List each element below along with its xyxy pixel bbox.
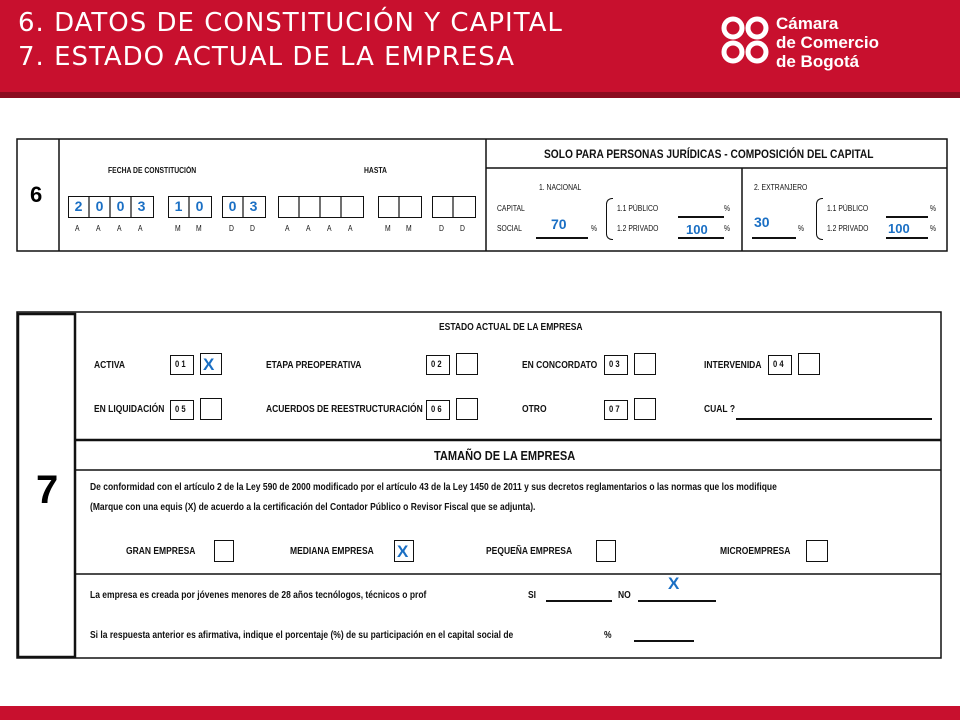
extranjero-privado-line	[886, 237, 928, 239]
date-letter: A	[306, 224, 311, 233]
cual-field[interactable]	[736, 418, 932, 420]
extranjero-privado-label: 1.2 PRIVADO	[827, 224, 869, 233]
date-digit: 3	[249, 198, 258, 214]
etapa-label: ETAPA PREOPERATIVA	[266, 360, 362, 371]
date-letter: D	[439, 224, 444, 233]
si-field[interactable]	[546, 600, 612, 602]
section-7	[16, 310, 942, 660]
jovenes-question: La empresa es creada por jóvenes menores de 28 años tecnólogos, técnicos o prof	[90, 590, 427, 601]
nacional-value[interactable]: 70	[551, 216, 567, 232]
extranjero-line	[752, 237, 796, 239]
extranjero-publico-line[interactable]	[886, 216, 928, 218]
extranjero-value[interactable]: 30	[754, 214, 770, 230]
title-line-2: 7. ESTADO ACTUAL DE LA EMPRESA	[18, 42, 515, 72]
date-letter: A	[285, 224, 290, 233]
section-7-number: 7	[36, 468, 59, 512]
intervenida-code	[768, 355, 792, 375]
logo-text: Cámara de Comercio de Bogotá	[776, 14, 879, 71]
percent-sign: %	[930, 204, 937, 213]
date-digit: 3	[137, 198, 146, 214]
gran-empresa-label: GRAN EMPRESA	[126, 546, 196, 557]
liquidacion-code	[170, 400, 194, 420]
date-digit: 0	[228, 198, 237, 214]
liquidacion-checkbox[interactable]	[200, 398, 222, 420]
section-6	[16, 138, 948, 252]
date-letter: A	[75, 224, 80, 233]
cual-label: CUAL ?	[704, 404, 736, 415]
date-letter: D	[229, 224, 234, 233]
date-letter: M	[196, 224, 202, 233]
chamber-logo-icon	[720, 14, 772, 66]
percent-sign: %	[798, 224, 805, 233]
nacional-privado-label: 1.2 PRIVADO	[617, 224, 659, 233]
fecha-constitucion-label: FECHA DE CONSTITUCIÓN	[108, 166, 197, 175]
etapa-checkbox[interactable]	[456, 353, 478, 375]
header-band	[0, 92, 960, 98]
estado-title: ESTADO ACTUAL DE LA EMPRESA	[439, 322, 583, 333]
no-mark: X	[668, 574, 680, 593]
concordato-label: EN CONCORDATO	[522, 360, 598, 371]
date-letter: M	[385, 224, 391, 233]
extranjero-label: 2. EXTRANJERO	[754, 183, 808, 192]
date-digit: 2	[74, 198, 83, 214]
extranjero-bracket	[816, 198, 823, 240]
microempresa-label: MICROEMPRESA	[720, 546, 791, 557]
date-letter: A	[138, 224, 143, 233]
nacional-line	[536, 237, 588, 239]
microempresa-checkbox[interactable]	[806, 540, 828, 562]
percent-sign: %	[591, 224, 598, 233]
tamano-title: TAMAÑO DE LA EMPRESA	[434, 448, 576, 463]
nacional-label: 1. NACIONAL	[539, 183, 582, 192]
porcentaje-question: Si la respuesta anterior es afirmativa, indique el porcentaje (%) de su participación en el capital social de	[90, 630, 514, 641]
date-digit: 1	[174, 198, 183, 214]
pequena-empresa-label: PEQUEÑA EMPRESA	[486, 546, 573, 557]
code-text: 0 2	[431, 359, 442, 369]
nacional-publico-label: 1.1 PÚBLICO	[617, 204, 659, 213]
capital-label: CAPITAL	[497, 204, 525, 213]
si-label: SI	[528, 590, 537, 601]
date-digit: 0	[116, 198, 125, 214]
code-text: 0 5	[175, 404, 186, 414]
mediana-mark: X	[397, 542, 409, 561]
date-letter: M	[406, 224, 412, 233]
nacional-bracket	[606, 198, 613, 240]
code-text: 0 7	[609, 404, 620, 414]
code-text: 0 1	[175, 359, 186, 369]
acuerdos-checkbox[interactable]	[456, 398, 478, 420]
date-letter: D	[250, 224, 255, 233]
code-text: 0 6	[431, 404, 442, 414]
header-bar	[0, 0, 960, 96]
logo	[720, 14, 940, 74]
no-label: NO	[618, 590, 631, 601]
acuerdos-code	[426, 400, 450, 420]
date-letter: D	[460, 224, 465, 233]
title-line-1: 6. DATOS DE CONSTITUCIÓN Y CAPITAL	[18, 8, 563, 38]
otro-code	[604, 400, 628, 420]
no-field[interactable]	[638, 600, 716, 602]
date-letter: A	[327, 224, 332, 233]
percent-sign: %	[724, 224, 731, 233]
intervenida-checkbox[interactable]	[798, 353, 820, 375]
date-letter: A	[96, 224, 101, 233]
date-letter: M	[175, 224, 181, 233]
nacional-privado-value[interactable]: 100	[686, 222, 708, 237]
hasta-label: HASTA	[364, 166, 387, 175]
paragraph-line-2: (Marque con una equis (X) de acuerdo a la certificación del Contador Público o Revisor Fiscal que se adjunta).	[90, 502, 536, 513]
date-digit: 0	[95, 198, 104, 214]
acuerdos-label: ACUERDOS DE REESTRUCTURACIÓN	[266, 404, 423, 415]
activa-code	[170, 355, 194, 375]
mediana-empresa-label: MEDIANA EMPRESA	[290, 546, 374, 557]
nacional-publico-line[interactable]	[678, 216, 724, 218]
otro-checkbox[interactable]	[634, 398, 656, 420]
etapa-code	[426, 355, 450, 375]
capital-composition-title: SOLO PARA PERSONAS JURÍDICAS - COMPOSICIÓN DEL CAPITAL	[544, 147, 874, 161]
porcentaje-field[interactable]	[634, 640, 694, 642]
activa-label: ACTIVA	[94, 360, 126, 371]
percent-sign: %	[724, 204, 731, 213]
gran-empresa-checkbox[interactable]	[214, 540, 234, 562]
extranjero-privado-value[interactable]: 100	[888, 221, 910, 236]
activa-mark: X	[203, 355, 215, 374]
liquidacion-label: EN LIQUIDACIÓN	[94, 404, 165, 415]
intervenida-label: INTERVENIDA	[704, 360, 762, 371]
code-text: 0 4	[773, 359, 784, 369]
otro-label: OTRO	[522, 404, 547, 415]
code-text: 0 3	[609, 359, 620, 369]
concordato-checkbox[interactable]	[634, 353, 656, 375]
concordato-code	[604, 355, 628, 375]
date-letter: A	[348, 224, 353, 233]
date-digit: 0	[195, 198, 204, 214]
extranjero-publico-label: 1.1 PÚBLICO	[827, 204, 869, 213]
section-6-number: 6	[30, 182, 43, 207]
percent-sign: %	[604, 630, 612, 641]
social-label: SOCIAL	[497, 224, 522, 233]
percent-sign: %	[930, 224, 937, 233]
pequena-empresa-checkbox[interactable]	[596, 540, 616, 562]
paragraph-line-1: De conformidad con el artículo 2 de la Ley 590 de 2000 modificado por el artículo 43 de la Ley 1450 de 2011 y sus decretos reglamentarios o las normas que los modifique	[90, 482, 777, 493]
footer-band	[0, 706, 960, 720]
nacional-privado-line	[678, 237, 724, 239]
date-letter: A	[117, 224, 122, 233]
